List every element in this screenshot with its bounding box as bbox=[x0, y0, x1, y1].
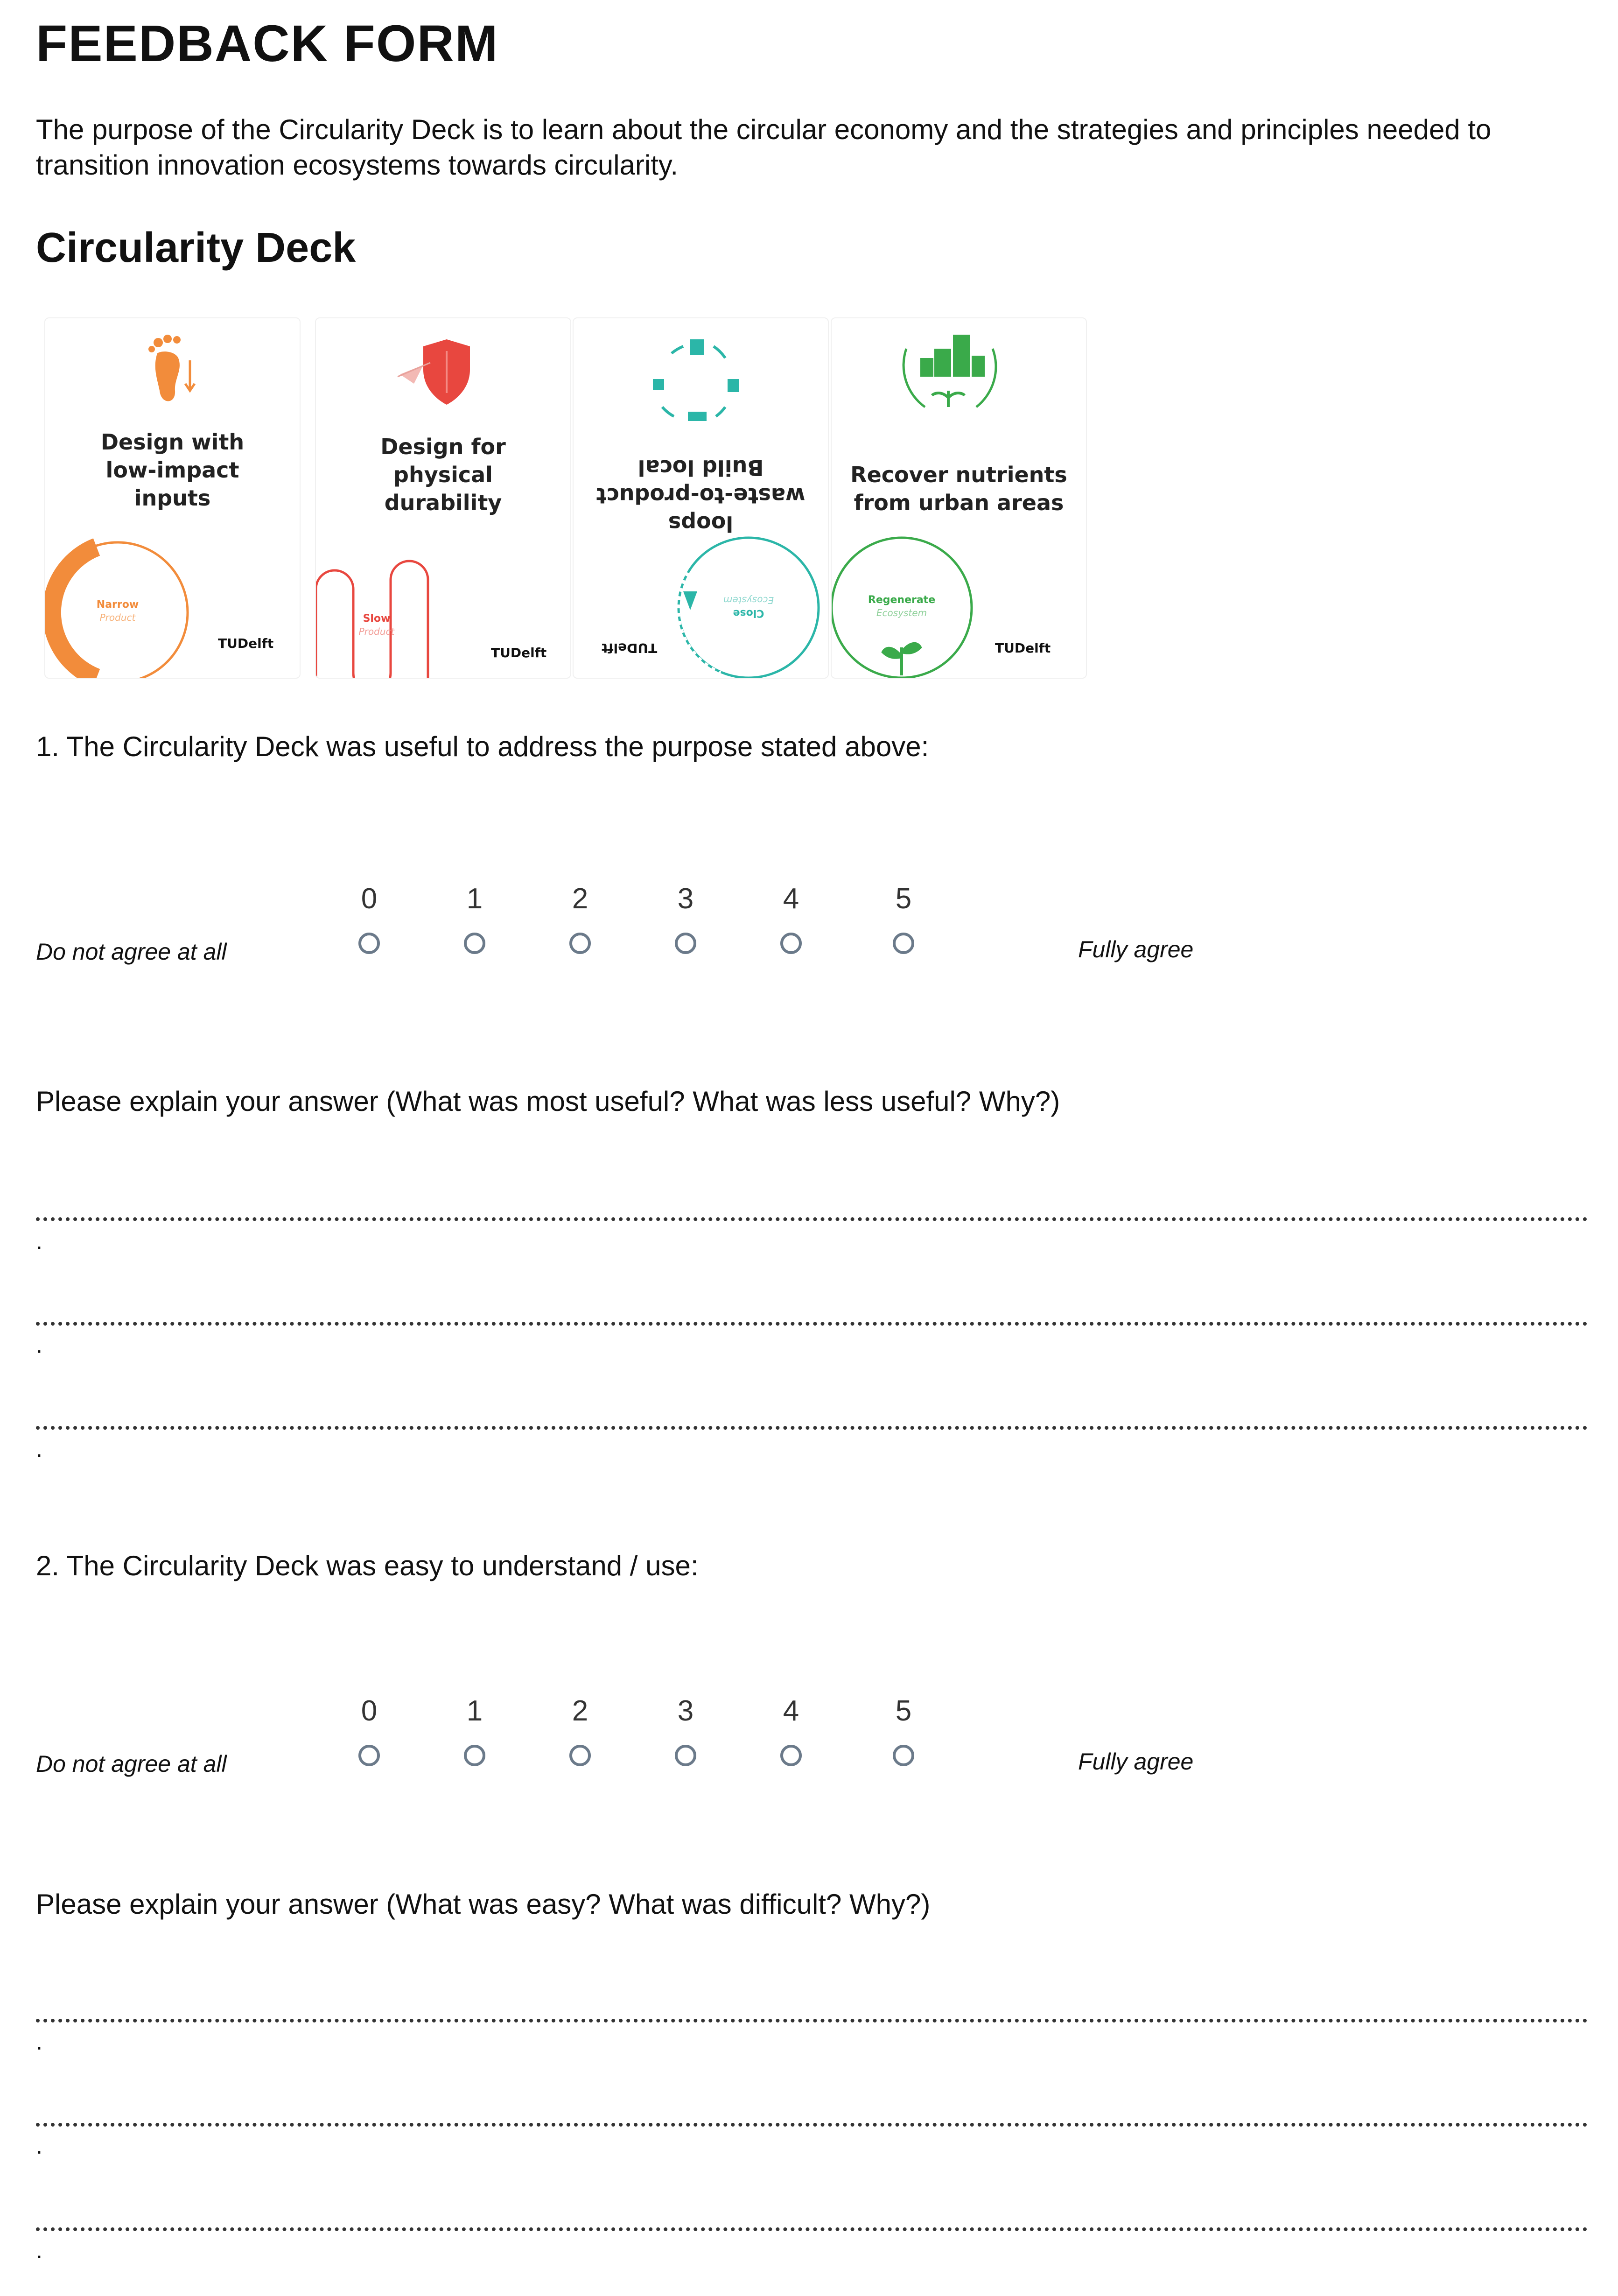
intro-paragraph: The purpose of the Circularity Deck is to learn about the circular economy and the strategies and principles needed to transition innovation ecosystems towards circularity. bbox=[36, 114, 1492, 181]
shield-icon bbox=[395, 337, 479, 412]
q1-radio-2[interactable] bbox=[569, 933, 591, 954]
card-title: Design for physical durability bbox=[380, 434, 506, 515]
q2-option-label-3: 3 bbox=[677, 1695, 694, 1727]
recycle-loop-icon bbox=[639, 332, 751, 435]
q2-option-label-0: 0 bbox=[361, 1695, 378, 1727]
svg-text:Regenerate: Regenerate bbox=[868, 594, 936, 606]
card-title: Recover nutrients from urban areas bbox=[850, 462, 1067, 515]
q1-answer-line-3[interactable] bbox=[36, 1426, 1588, 1430]
q2-radio-4[interactable] bbox=[780, 1745, 802, 1766]
q2-answer-line-2-end: . bbox=[36, 2133, 42, 2159]
card-local-loops bbox=[573, 317, 829, 679]
q1-right-label: Fully agree bbox=[1078, 936, 1194, 962]
q1-option-label-3: 3 bbox=[677, 883, 694, 915]
q1-radio-1[interactable] bbox=[464, 933, 485, 954]
q1-radio-3[interactable] bbox=[675, 933, 696, 954]
card-low-impact-inputs bbox=[44, 317, 301, 679]
q1-answer-line-2-end: . bbox=[36, 1332, 42, 1358]
q1-option-label-5: 5 bbox=[895, 883, 912, 915]
q2-explain-prompt: Please explain your answer (What was easy? What was difficult? Why?) bbox=[36, 1889, 931, 1920]
q2-radio-0[interactable] bbox=[358, 1745, 380, 1766]
urban-nutrients-icon bbox=[883, 330, 1014, 423]
q1-option-label-0: 0 bbox=[361, 883, 378, 915]
q1-radio-4[interactable] bbox=[780, 933, 802, 954]
narrow-product-badge bbox=[44, 538, 195, 679]
svg-text:Ecosystem: Ecosystem bbox=[876, 607, 927, 618]
question-2: 2. The Circularity Deck was easy to understand / use: bbox=[36, 1550, 699, 1581]
section-title: Circularity Deck bbox=[36, 225, 356, 271]
card-title: Design with low-impact inputs bbox=[100, 429, 245, 511]
q2-option-label-4: 4 bbox=[783, 1695, 799, 1727]
q2-answer-line-2[interactable] bbox=[36, 2123, 1588, 2127]
page-title: FEEDBACK FORM bbox=[36, 15, 499, 72]
q2-option-label-2: 2 bbox=[572, 1695, 588, 1727]
q2-answer-line-3-end: . bbox=[36, 2237, 42, 2263]
q2-radio-2[interactable] bbox=[569, 1745, 591, 1766]
svg-text:Product: Product bbox=[99, 612, 136, 623]
svg-text:Narrow: Narrow bbox=[96, 599, 139, 611]
q1-answer-line-1[interactable] bbox=[36, 1217, 1588, 1221]
q1-answer-line-2[interactable] bbox=[36, 1322, 1588, 1326]
question-1: 1. The Circularity Deck was useful to address the purpose stated above: bbox=[36, 731, 929, 762]
svg-text:Close: Close bbox=[733, 607, 764, 619]
tudelft-logo: TUDelft bbox=[491, 645, 547, 660]
q1-answer-line-1-end: . bbox=[36, 1228, 42, 1254]
footprint-icon bbox=[139, 332, 209, 412]
regenerate-ecosystem-badge bbox=[831, 535, 976, 679]
card-recover-nutrients bbox=[831, 317, 1087, 679]
q2-radio-3[interactable] bbox=[675, 1745, 696, 1766]
q2-radio-5[interactable] bbox=[893, 1745, 914, 1766]
slow-product-badge bbox=[316, 552, 475, 679]
svg-text:Slow: Slow bbox=[363, 613, 391, 625]
q2-answer-line-1[interactable] bbox=[36, 2019, 1588, 2022]
q1-option-label-1: 1 bbox=[466, 883, 483, 915]
q2-answer-line-1-end: . bbox=[36, 2029, 42, 2055]
q1-answer-line-3-end: . bbox=[36, 1436, 42, 1462]
q1-option-label-4: 4 bbox=[783, 883, 799, 915]
q2-left-label: Do not agree at all bbox=[36, 1751, 227, 1777]
tudelft-logo: TUDelft bbox=[218, 636, 274, 651]
q2-option-label-1: 1 bbox=[466, 1695, 483, 1727]
q1-radio-5[interactable] bbox=[893, 933, 914, 954]
q1-left-label: Do not agree at all bbox=[36, 939, 227, 965]
q2-answer-line-3[interactable] bbox=[36, 2227, 1588, 2231]
svg-text:Ecosystem: Ecosystem bbox=[723, 595, 774, 606]
q1-radio-0[interactable] bbox=[358, 933, 380, 954]
card-title: loops waste-to-product Build local bbox=[596, 455, 805, 536]
tudelft-logo: TUDelft bbox=[602, 640, 658, 656]
close-ecosystem-badge bbox=[674, 535, 823, 679]
svg-text:Product: Product bbox=[358, 626, 395, 637]
q1-option-label-2: 2 bbox=[572, 883, 588, 915]
q2-option-label-5: 5 bbox=[895, 1695, 912, 1727]
q1-explain-prompt: Please explain your answer (What was most useful? What was less useful? Why?) bbox=[36, 1086, 1060, 1117]
q2-right-label: Fully agree bbox=[1078, 1748, 1194, 1775]
tudelft-logo: TUDelft bbox=[995, 640, 1051, 656]
card-physical-durability bbox=[315, 317, 571, 679]
q2-radio-1[interactable] bbox=[464, 1745, 485, 1766]
